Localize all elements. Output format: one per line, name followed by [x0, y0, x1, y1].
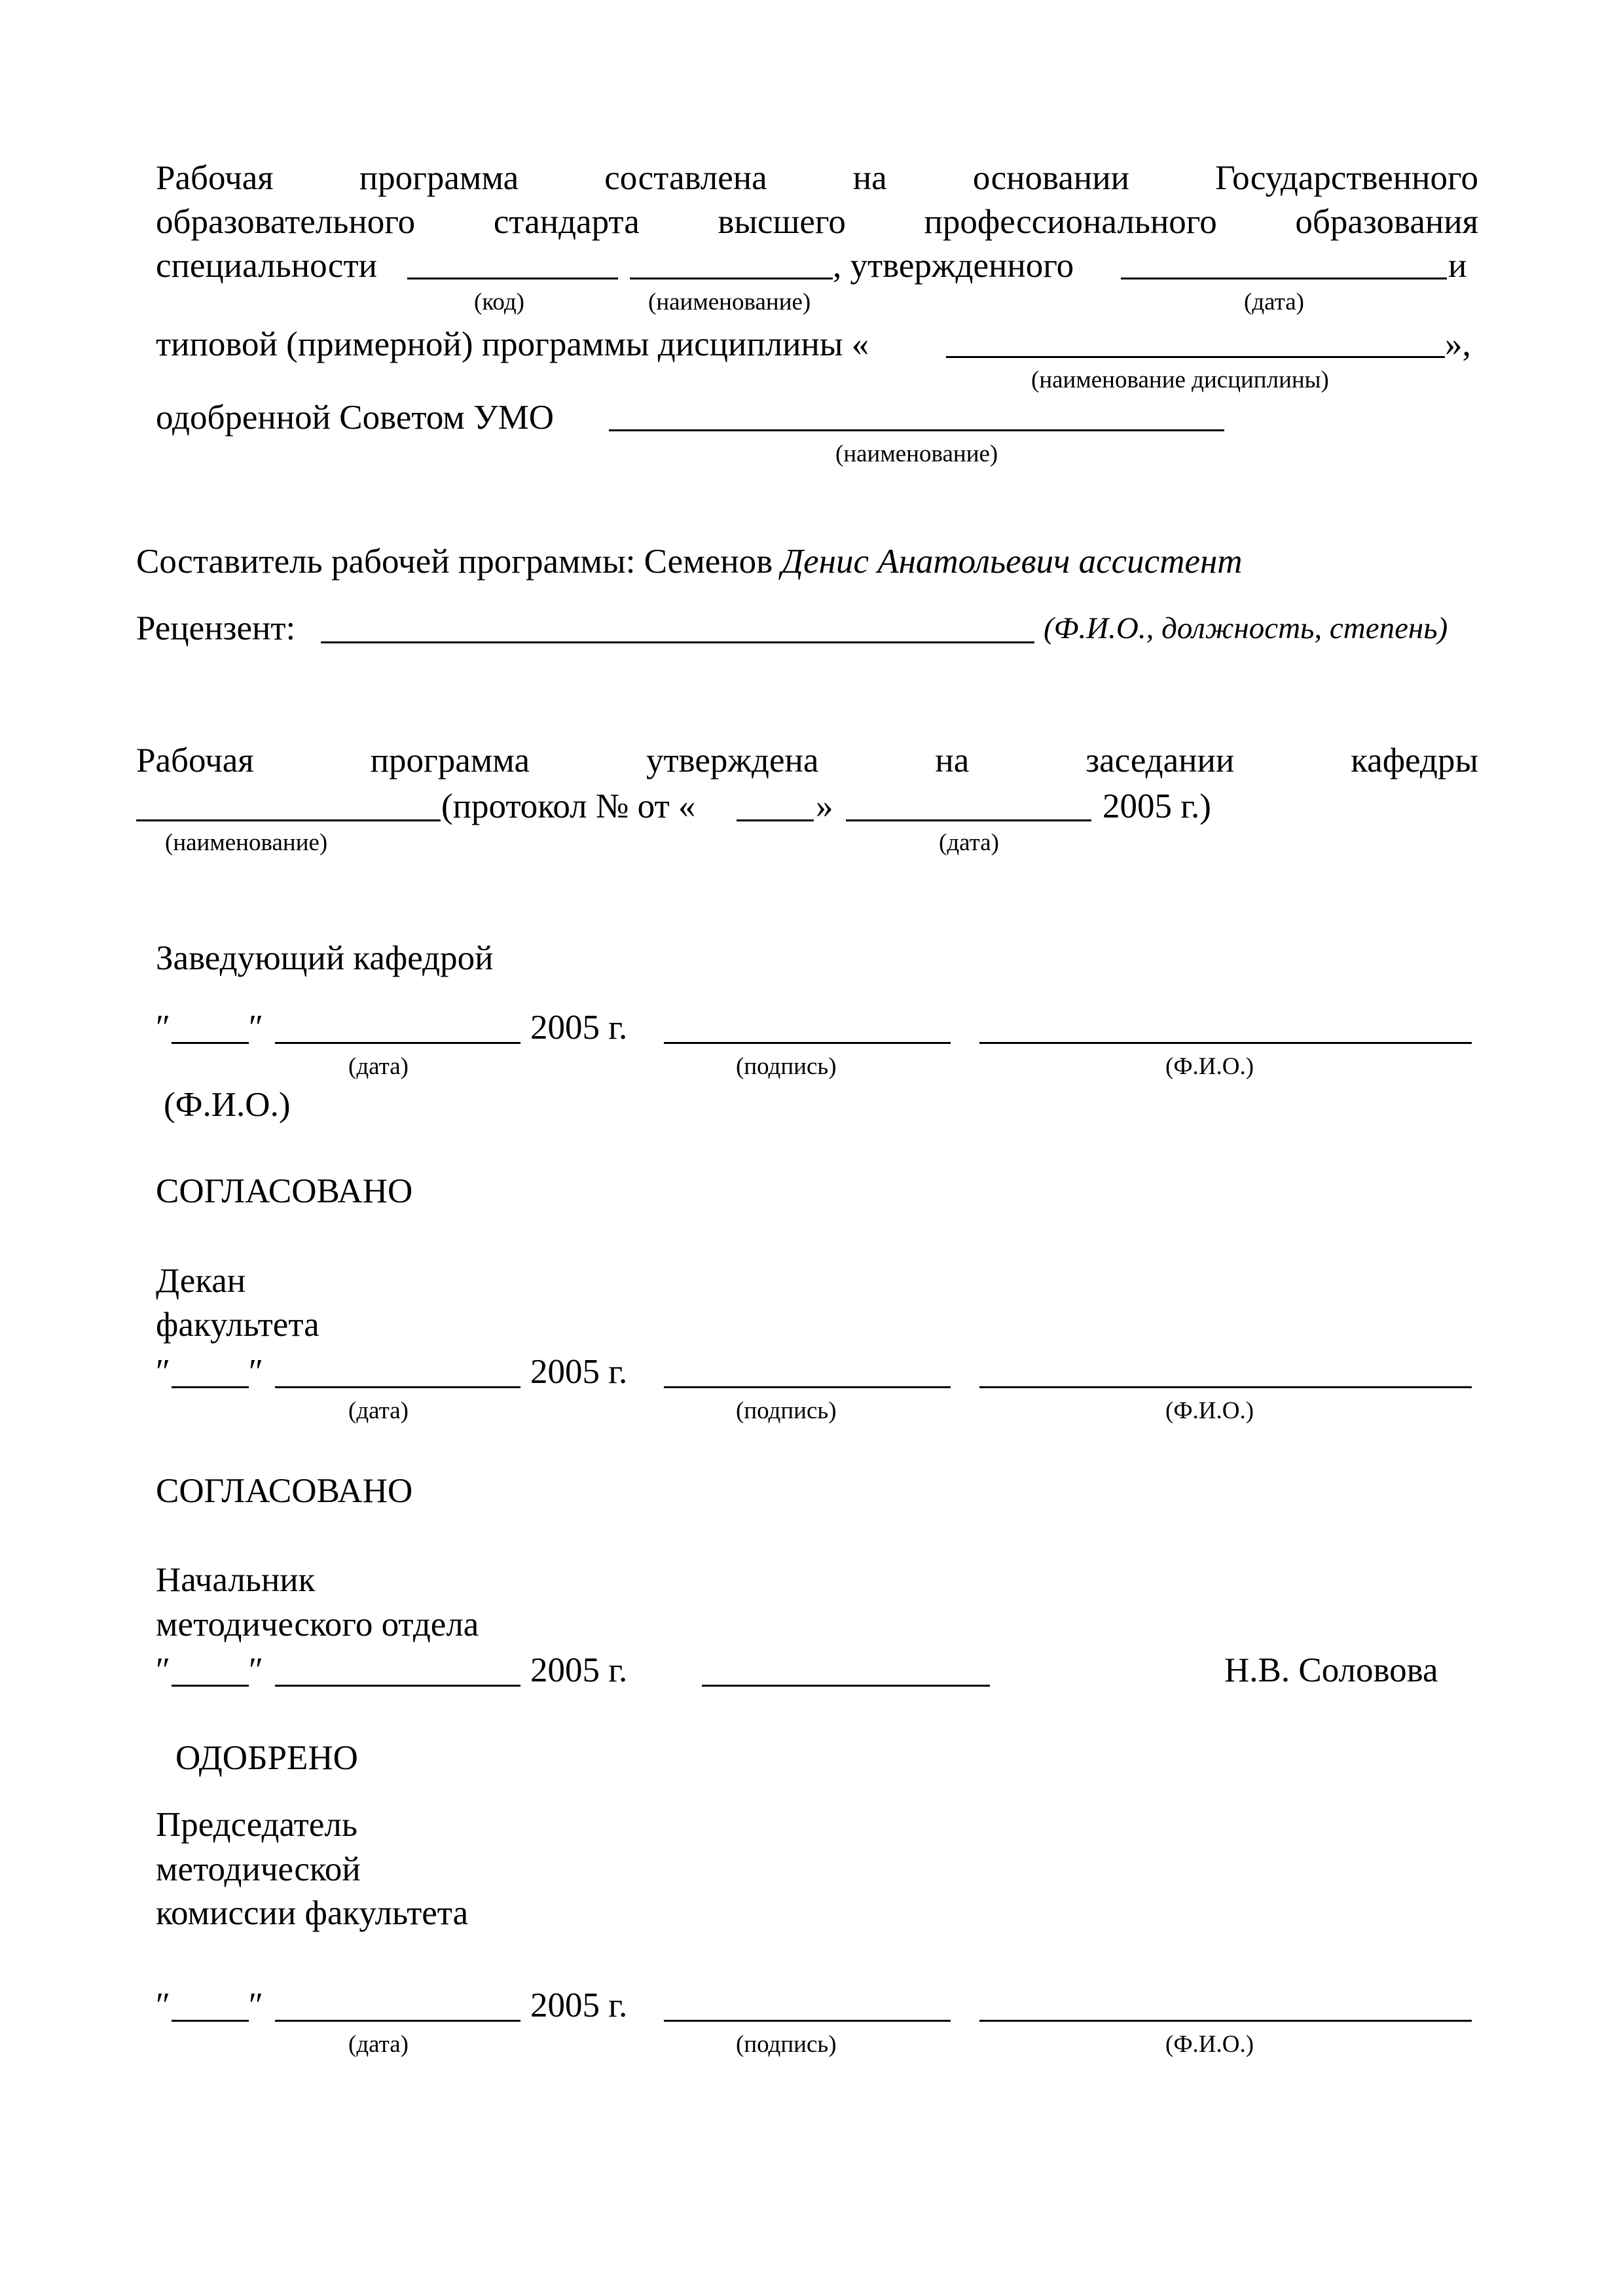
- author-line: [136, 541, 1243, 583]
- protocol-date-field[interactable]: [846, 819, 1091, 821]
- caption-date: (дата): [1244, 289, 1304, 315]
- dean-title-line-2: факультета: [156, 1306, 319, 1344]
- methodical-quote-close: ″: [249, 1651, 264, 1689]
- intro-word: Государственного: [1215, 159, 1478, 197]
- caption-protocol-date: (дата): [939, 829, 999, 856]
- dean-year: 2005 г.: [530, 1353, 628, 1391]
- caption-dean-fio: (Ф.И.О.): [1165, 1397, 1254, 1424]
- caption-umo-name: (наименование): [835, 440, 998, 467]
- protocol-year: 2005 г.): [1103, 787, 1211, 825]
- discipline-name-field[interactable]: [946, 356, 1445, 358]
- intro-word: стандарта: [493, 203, 640, 241]
- commission-approved-heading: ОДОБРЕНО: [175, 1739, 358, 1777]
- dean-quote-open: ″: [156, 1353, 171, 1391]
- specialty-code-field[interactable]: [407, 278, 618, 279]
- caption-dean-date: (дата): [348, 1397, 409, 1424]
- head-date-field[interactable]: [275, 1042, 520, 1044]
- methodical-date-field[interactable]: [275, 1685, 520, 1687]
- protocol-quote-close: »: [816, 787, 833, 825]
- intro-word: на: [852, 159, 887, 197]
- dean-day-field[interactable]: [172, 1386, 249, 1388]
- commission-date-field[interactable]: [275, 2020, 520, 2022]
- reviewer-caption: (Ф.И.О., должность, степень): [1044, 611, 1448, 645]
- caption-commission-signature: (подпись): [736, 2031, 837, 2058]
- reviewer-label: Рецензент:: [136, 609, 296, 647]
- intro-word: образовательного: [156, 203, 416, 241]
- dean-date-field[interactable]: [275, 1386, 520, 1388]
- caption-dean-signature: (подпись): [736, 1397, 837, 1424]
- typical-program-label: типовой (примерной) программы дисциплины «: [156, 325, 869, 363]
- head-quote-open: ″: [156, 1009, 171, 1047]
- umo-name-field[interactable]: [609, 429, 1224, 431]
- head-quote-close: ″: [249, 1009, 264, 1047]
- caption-discipline-name: (наименование дисциплины): [1031, 367, 1329, 393]
- intro-word: образования: [1295, 203, 1478, 241]
- methodical-quote-open: ″: [156, 1651, 171, 1689]
- head-fio-field[interactable]: [979, 1042, 1472, 1044]
- dean-quote-close: ″: [249, 1353, 264, 1391]
- protocol-day-field[interactable]: [737, 819, 814, 821]
- approval-word: на: [935, 742, 970, 780]
- standard-date-field[interactable]: [1121, 278, 1447, 279]
- head-of-department-title: Заведующий кафедрой: [156, 939, 494, 977]
- head-year: 2005 г.: [530, 1009, 628, 1047]
- intro-word: составлена: [604, 159, 767, 197]
- dean-fio-field[interactable]: [979, 1386, 1472, 1388]
- author-name: Денис Анатольевич ассистент: [781, 543, 1243, 581]
- caption-department-name: (наименование): [165, 829, 328, 856]
- author-label: Составитель рабочей программы: Семенов: [136, 543, 773, 581]
- umo-label: одобренной Советом УМО: [156, 399, 555, 437]
- intro-word: профессионального: [924, 203, 1217, 241]
- approval-word: кафедры: [1351, 742, 1478, 780]
- specialty-label: специальности: [156, 247, 377, 285]
- caption-name: (наименование): [648, 289, 811, 315]
- dean-title-line-1: Декан: [156, 1262, 246, 1300]
- intro-word: Рабочая: [156, 159, 274, 197]
- dean-agreed-heading: СОГЛАСОВАНО: [156, 1172, 413, 1210]
- caption-head-signature: (подпись): [736, 1053, 837, 1080]
- commission-day-field[interactable]: [172, 2020, 249, 2022]
- dean-signature-field[interactable]: [664, 1386, 951, 1388]
- commission-signature-field[interactable]: [664, 2020, 951, 2022]
- approval-word: заседании: [1085, 742, 1235, 780]
- approval-word: утверждена: [646, 742, 819, 780]
- head-signature-field[interactable]: [664, 1042, 951, 1044]
- head-day-field[interactable]: [172, 1042, 249, 1044]
- methodical-day-field[interactable]: [172, 1685, 249, 1687]
- protocol-text: (протокол № от «: [441, 787, 696, 825]
- intro-word: высшего: [718, 203, 846, 241]
- approval-word: программа: [370, 742, 530, 780]
- caption-commission-date: (дата): [348, 2031, 409, 2058]
- commission-year: 2005 г.: [530, 1986, 628, 2024]
- caption-head-fio: (Ф.И.О.): [1165, 1053, 1254, 1080]
- intro-word: основании: [972, 159, 1129, 197]
- methodical-signature-field[interactable]: [702, 1685, 990, 1687]
- commission-title-line-2: методической: [156, 1850, 361, 1888]
- intro-line-1: [156, 157, 1478, 199]
- methodical-title-line-1: Начальник: [156, 1561, 316, 1599]
- specialty-name-field[interactable]: [630, 278, 833, 279]
- reviewer-field[interactable]: [321, 641, 1034, 643]
- methodical-head-name: Н.В. Соловова: [1224, 1651, 1438, 1689]
- approval-line-1: [136, 740, 1478, 781]
- and-label: и: [1448, 247, 1467, 285]
- caption-head-date: (дата): [348, 1053, 409, 1080]
- approval-word: Рабочая: [136, 742, 254, 780]
- approved-label: , утвержденного: [833, 247, 1074, 285]
- caption-code: (код): [474, 289, 524, 315]
- commission-title-line-3: комиссии факультета: [156, 1894, 469, 1932]
- intro-line-2: [156, 201, 1478, 243]
- head-fio-below: (Ф.И.О.): [164, 1086, 291, 1124]
- caption-commission-fio: (Ф.И.О.): [1165, 2031, 1254, 2058]
- methodical-title-line-2: методического отдела: [156, 1605, 479, 1643]
- department-name-field[interactable]: [136, 819, 441, 821]
- commission-quote-open: ″: [156, 1986, 171, 2024]
- commission-quote-close: ″: [249, 1986, 264, 2024]
- commission-title-line-1: Председатель: [156, 1806, 357, 1844]
- typical-program-close: »,: [1445, 325, 1471, 363]
- methodical-year: 2005 г.: [530, 1651, 628, 1689]
- intro-word: программа: [359, 159, 519, 197]
- commission-fio-field[interactable]: [979, 2020, 1472, 2022]
- methodical-agreed-heading: СОГЛАСОВАНО: [156, 1472, 413, 1510]
